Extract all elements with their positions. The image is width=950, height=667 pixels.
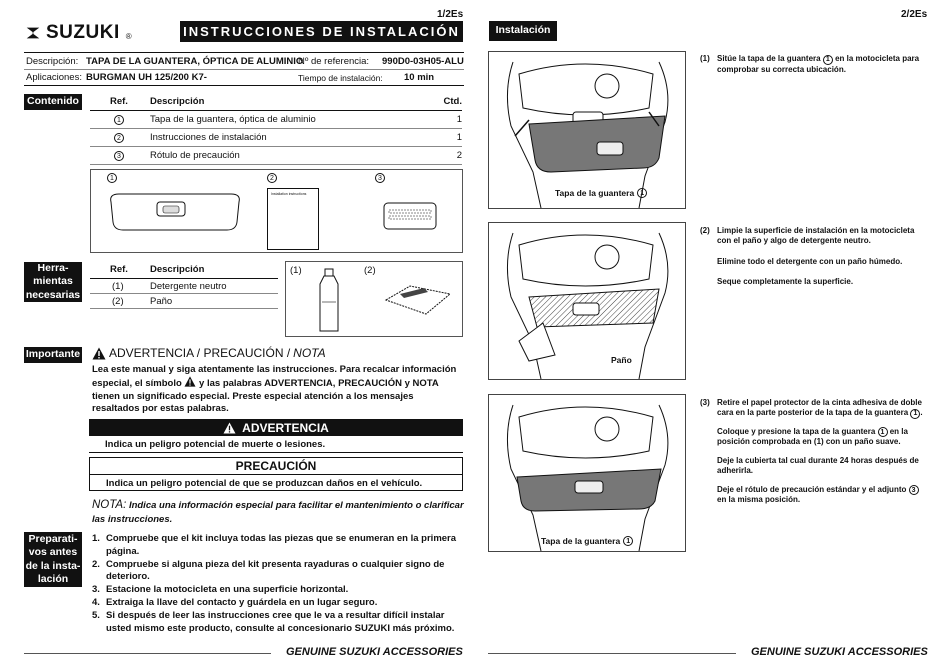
step-text: Extraiga la llave del contacto y guárdela en un lugar seguro.	[106, 597, 378, 609]
desc-label: Descripción:	[26, 56, 79, 67]
col-ref: Ref.	[110, 264, 128, 275]
warning-triangle-icon	[92, 347, 106, 360]
row-desc: Detergente neutro	[150, 280, 227, 292]
warning-triangle-icon	[223, 422, 236, 434]
footer-right: GENUINE SUZUKI ACCESSORIES	[751, 646, 928, 658]
step-text	[717, 427, 927, 448]
table-header	[90, 261, 278, 279]
glovebox-drawing	[489, 52, 685, 208]
brand-name: SUZUKI	[46, 22, 120, 43]
table-row	[90, 111, 462, 129]
step-number: (2)	[700, 226, 710, 235]
registered-mark: ®	[125, 31, 132, 41]
section-label-contenido: Contenido	[24, 94, 82, 110]
row-qty: 1	[456, 114, 462, 125]
divider	[24, 85, 464, 86]
row-desc: Tapa de la guantera, óptica de aluminio	[150, 114, 316, 125]
step-number: 3.	[92, 584, 100, 596]
detergent-bottle-icon	[316, 268, 342, 334]
caption-text: Tapa de la guantera	[541, 536, 621, 546]
section-label-preparativos: Preparati- vos antes de la insta- lación	[24, 532, 82, 587]
col-qty: Ctd.	[443, 96, 462, 107]
divider	[24, 52, 464, 53]
row-qty: 2	[456, 150, 462, 161]
fig-label: (1)	[290, 265, 302, 276]
app-value: BURGMAN UH 125/200 K7-	[86, 72, 207, 83]
step-text-part: en la misma posición.	[717, 495, 801, 505]
tools-figure	[285, 261, 463, 337]
table-row	[90, 129, 462, 147]
ref-circle: 1	[910, 409, 920, 419]
footer-left: GENUINE SUZUKI ACCESSORIES	[286, 646, 463, 658]
note-label: NOTA:	[92, 499, 127, 511]
page-title: INSTRUCCIONES DE INSTALACIÓN	[180, 21, 463, 42]
section-label-instalacion: Instalación	[489, 21, 557, 41]
caution-box	[89, 457, 463, 491]
page-number-left: 1/2Es	[437, 9, 464, 20]
list-item	[92, 597, 462, 610]
step-text: Compruebe que el kit incluya todas las piezas que se enumeran en la primera página.	[106, 533, 457, 557]
step-number: 1.	[92, 533, 100, 544]
intro-text-b: y las palabras ADVERTENCIA, PRECAUCIÓN y NOTA tienen un significado especial. Preste especial atención a los mensajes resaltados por estas palabras.	[92, 378, 439, 415]
step-text-part: Deje el rótulo de precaución estándar y el adjunto	[717, 484, 907, 494]
note-text: Indica una información especial para facilitar el mantenimiento o clarificar las instrucciones.	[92, 500, 464, 525]
contents-figure	[90, 169, 463, 253]
tools-table	[90, 261, 278, 309]
warning-box	[89, 419, 463, 453]
intro-text-a: Lea este manual y siga atentamente las instrucciones. Para recalcar información especial, el símbolo	[92, 364, 457, 390]
table-row	[90, 294, 278, 309]
app-label: Aplicaciones:	[26, 72, 82, 83]
time-value: 10 min	[404, 72, 435, 83]
ref-circle: 2	[114, 133, 124, 143]
install-figure-2	[488, 222, 686, 380]
booklet-text: Installation instructions	[271, 192, 307, 196]
col-desc: Descripción	[150, 96, 205, 107]
step-1-text	[717, 54, 927, 75]
suzuki-logo	[24, 22, 132, 44]
caution-title: PRECAUCIÓN	[90, 458, 462, 475]
page-number-right: 2/2Es	[901, 9, 928, 20]
contents-table	[90, 93, 462, 165]
preparation-steps	[92, 533, 462, 636]
heading-text: ADVERTENCIA / PRECAUCIÓN /	[109, 346, 291, 360]
caution-label-drawing	[383, 202, 437, 230]
row-ref: (1)	[112, 280, 124, 292]
fig-label: 3	[375, 173, 385, 183]
step-text: Elimine todo el detergente con un paño húmedo.	[717, 256, 903, 266]
step-text	[717, 485, 927, 506]
warning-header	[89, 419, 463, 436]
step-text: Retire el papel protector de la cinta adhesiva de doble cara en la parte posterior de la tapa de la guantera 1 .	[717, 398, 923, 418]
fig-label: 1	[107, 173, 117, 183]
fig-label: 2	[267, 173, 277, 183]
footer-rule	[488, 653, 736, 654]
cleaning-drawing	[489, 223, 685, 379]
step-text: Deje la cubierta tal cual durante 24 horas después de adherirla.	[717, 455, 919, 476]
step-3-text	[717, 398, 927, 505]
section-label-importante: Importante	[24, 347, 82, 363]
step-number: (1)	[700, 54, 710, 63]
desc-value: TAPA DE LA GUANTERA, ÓPTICA DE ALUMINIO	[86, 56, 304, 67]
step-text-part: Retire el papel protector de la cinta adhesiva de doble cara en la parte posterior de la tapa de la guantera	[717, 398, 922, 418]
step-text-part: Coloque y presione la tapa de la guantera	[717, 426, 876, 436]
instruction-booklet	[267, 188, 319, 250]
list-item	[92, 559, 462, 585]
ref-circle: 3	[114, 151, 124, 161]
step-text: Estacione la motocicleta en una superficie horizontal.	[106, 584, 349, 596]
suzuki-s-icon	[24, 24, 42, 42]
figure-caption	[541, 536, 633, 546]
list-item	[92, 584, 462, 597]
caution-text: Indica un peligro potencial de que se produzcan daños en el vehículo.	[106, 477, 423, 489]
install-figure-1	[488, 51, 686, 209]
step-text: Limpie la superficie de instalación en la motocicleta con el paño y algo de detergente neutro.	[717, 226, 915, 246]
ref-circle: 1	[823, 55, 833, 65]
step-text: Compruebe si alguna pieza del kit presenta rayaduras o cualquier signo de deterioro.	[106, 558, 445, 583]
caption-text: Tapa de la guantera	[555, 188, 635, 198]
attach-drawing	[489, 395, 685, 551]
row-ref: (2)	[112, 295, 124, 307]
table-row	[90, 147, 462, 165]
ref-circle: 1	[623, 536, 633, 546]
step-2-text	[717, 226, 927, 288]
list-item	[92, 533, 462, 559]
divider	[24, 69, 464, 70]
ref-label: Nº de referencia:	[298, 56, 370, 67]
glovebox-lid-drawing	[105, 192, 245, 234]
install-figure-3	[488, 394, 686, 552]
table-row	[90, 279, 278, 294]
fig-label: (2)	[364, 265, 376, 276]
ref-circle: 1	[637, 188, 647, 198]
step-text-part: en la posición comprobada en (1) con un paño suave.	[717, 426, 908, 447]
table-header	[90, 93, 462, 111]
warning-title: ADVERTENCIA	[242, 420, 329, 435]
cloth-icon	[380, 280, 454, 320]
step-text: Sitúe la tapa de la guantera	[717, 54, 821, 63]
col-desc: Descripción	[150, 264, 205, 275]
heading-nota: NOTA	[293, 346, 326, 360]
step-number: 4.	[92, 597, 100, 609]
row-desc: Rótulo de precaución	[150, 150, 240, 161]
ref-circle: 1	[114, 115, 124, 125]
figure-caption	[555, 188, 647, 198]
col-ref: Ref.	[110, 96, 128, 107]
row-desc: Paño	[150, 295, 173, 307]
time-label: Tiempo de instalación:	[298, 73, 383, 83]
warning-triangle-icon	[184, 376, 196, 387]
section-label-herramientas: Herra- mientas necesarias	[25, 262, 81, 301]
important-heading	[92, 346, 326, 360]
list-item	[92, 610, 462, 636]
figure-caption: Paño	[611, 355, 632, 365]
ref-circle: 3	[909, 485, 919, 495]
important-intro	[92, 364, 462, 415]
row-desc: Instrucciones de instalación	[150, 132, 267, 143]
step-text: Si después de leer las instrucciones cree que le va a resultar difícil instalar usted mismo este producto, consulte al concesionario SUZUKI más próximo.	[106, 609, 455, 634]
step-number: 2.	[92, 558, 100, 570]
footer-rule	[24, 653, 271, 654]
step-number: (3)	[700, 398, 710, 407]
ref-value: 990D0-03H05-ALU	[382, 56, 464, 67]
step-text: Seque completamente la superficie.	[717, 277, 854, 287]
ref-circle: 1	[878, 427, 888, 437]
step-text: en la motocicleta para comprobar su correcta ubicación.	[717, 54, 920, 74]
warning-text: Indica un peligro potencial de muerte o lesiones.	[89, 436, 463, 453]
description-row	[26, 56, 304, 67]
note-block	[92, 498, 464, 526]
row-qty: 1	[456, 132, 462, 143]
step-number: 5.	[92, 609, 100, 621]
